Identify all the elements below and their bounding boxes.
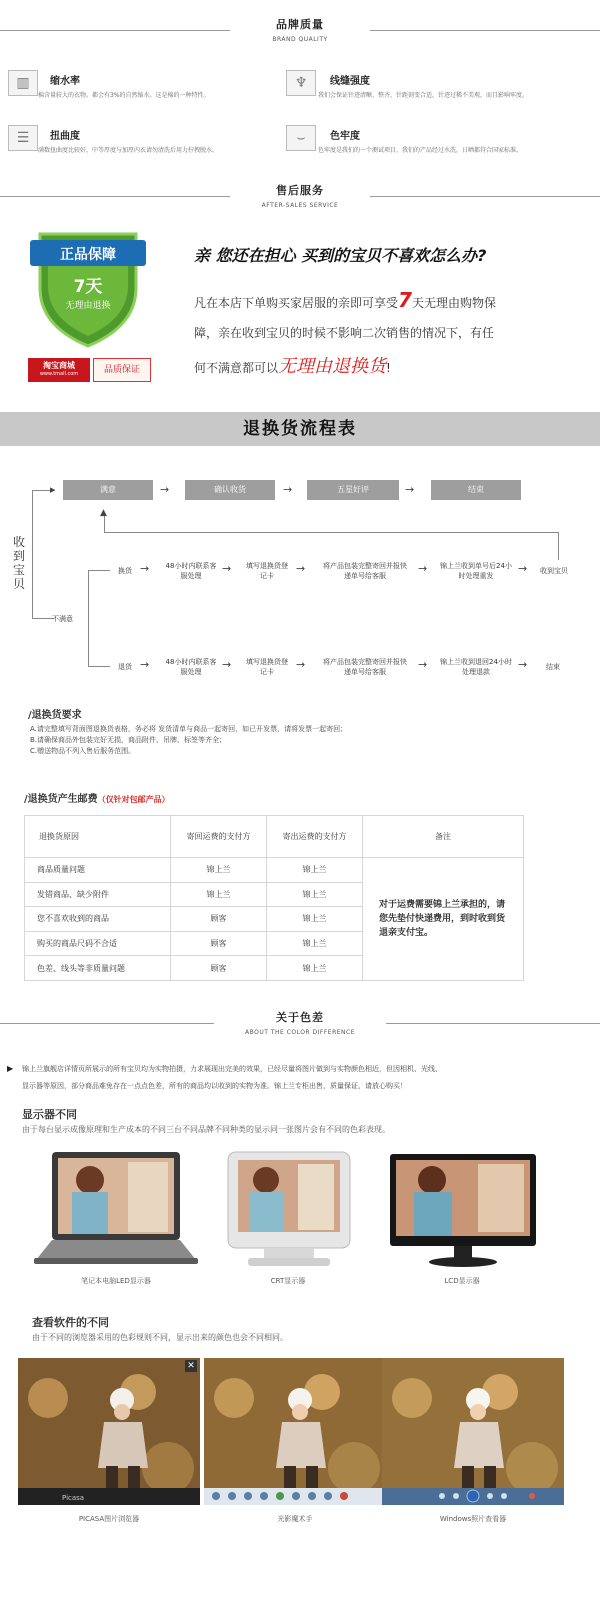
section-title: 品牌质量 [276,18,324,31]
exchange-step-1: 48小时内联系客服处理 [165,562,217,580]
flow-line [88,570,110,571]
arrow-right-icon: ▸ [50,483,56,496]
received-label: 收到宝贝 [12,535,25,591]
lcd-monitor-image [388,1150,538,1268]
section-title: 关于色差 [276,1011,324,1024]
arrow-right-icon: → [222,562,232,575]
brand-quality-header [0,12,600,52]
laptop-monitor-image [32,1150,200,1268]
windows-viewer-preview-image [382,1358,564,1505]
return-step-3: 将产品包装完整寄回并报快递单号给客服 [323,658,407,676]
exchange-step-3: 将产品包装完整寄回并报快递单号给客服 [323,562,407,580]
table-header-cell: 退换货原因 [25,816,171,858]
exchange-start: 换货 [118,567,132,575]
table-cell: 锦上兰 [267,882,363,907]
section-title: 售后服务 [276,184,324,197]
table-cell: 顾客 [171,931,267,956]
table-cell: 锦上兰 [267,858,363,883]
section-title-box [254,178,346,218]
divider [0,196,230,197]
requirement-c: C.赠送物品不列入售后服务范围。 [30,747,136,755]
table-header-row [25,816,524,858]
color-fast-icon: ⌣ [286,125,316,151]
line1-number: 7 [398,288,412,312]
monitors-title: 显示器不同 [22,1108,77,1121]
arrow-right-icon: → [140,562,150,575]
section-subtitle: BRAND QUALITY [272,36,328,43]
return-end: 结束 [546,663,560,671]
arrow-right-icon: → [405,483,415,496]
flow-step-confirm: 确认收货 [185,480,275,500]
section-subtitle: ABOUT THE COLOR DIFFERENCE [244,1029,356,1036]
quality-item-title: 色牢度 [330,131,360,142]
quality-item-title: 线缝强度 [330,76,370,87]
arrow-right-icon: → [418,562,428,575]
flow-step-review: 五星好评 [307,480,399,500]
postage-table [24,815,524,981]
quality-item-desc: 我们会保证针迹清晰、整齐，针距刻变合适，针迹过稀不美观，而且影响牢度。 [318,92,529,99]
arrow-right-icon: → [518,658,528,671]
software-desc: 由于不同的浏览器采用的色彩规则不同，显示出来的颜色也会不同相同。 [32,1333,288,1342]
quality-item-title: 扭曲度 [50,131,80,142]
return-step-2: 填写退换货登记卡 [246,658,288,676]
table-header-cell: 寄回运费的支付方 [171,816,267,858]
quality-item-desc: 满数扭曲度比较好，中等厚度与加厚内衣请勿清洗后用力拧拽脱水。 [38,147,219,154]
software-title: 查看软件的不同 [32,1316,109,1329]
postage-title-text: /退换货产生邮费 [24,794,98,805]
twist-icon: ☰ [8,125,38,151]
close-icon[interactable]: ✕ [185,1360,197,1372]
table-cell: 顾客 [171,907,267,932]
arrow-right-icon: → [418,658,428,671]
tmall-logo-text: 淘宝商城 [43,361,75,370]
quality-item-desc: 色牢度是我们的一个测试项目，我们的产品经过水洗，日晒都符合国家标准。 [318,147,523,154]
exchange-step-2: 填写退换货登记卡 [246,562,288,580]
postage-title [24,790,170,805]
return-start: 退货 [118,663,132,671]
flow-line [88,666,110,667]
return-step-4: 锦上兰收到退回24小时处理退款 [440,658,512,676]
flow-step-end: 结束 [431,480,521,500]
arrow-right-icon: → [296,658,306,671]
divider [0,1023,230,1024]
neo-imaging-preview-image [204,1358,386,1505]
seam-icon: ♆ [286,70,316,96]
table-cell: 锦上兰 [171,858,267,883]
monitor-caption: CRT显示器 [270,1277,306,1285]
after-sales-line2: 障，亲在收到宝贝的时候不影响二次销售的情况下，有任 [194,326,495,340]
requirement-b: B.请确保商品外包装完好无损，商品附件、吊牌、标签等齐全； [30,736,227,744]
table-cell: 您不喜欢收到的商品 [25,907,171,932]
color-intro-line2: 显示器等原因，部分商品难免存在一点点色差，所有的商品均以收到的实物为准。锦上兰专柜出售，质量保证，请放心购买！ [22,1082,407,1090]
arrow-right-icon: → [140,658,150,671]
unsatisfied-label: 不满意 [52,615,73,623]
table-cell: 发错商品、缺少附件 [25,882,171,907]
table-cell: 顾客 [171,956,267,981]
picasa-preview-image [18,1358,200,1505]
flow-line [88,570,89,666]
color-diff-header [0,1005,600,1045]
divider [370,196,600,197]
arrow-right-icon: → [160,483,170,496]
section-title-box [214,1005,386,1045]
table-header-cell: 寄出运费的支付方 [267,816,363,858]
table-cell: 购买的商品尺码不合适 [25,931,171,956]
badge-top-text: 正品保障 [60,247,116,263]
software-caption: 光影魔术手 [277,1515,313,1523]
tmall-logo [28,358,90,382]
section-subtitle: AFTER-SALES SERVICE [261,202,339,209]
line3-highlight: 无理由退换货 [278,356,387,377]
line3-text-end: ! [386,361,391,375]
picasa-toolbar-label: Picasa [62,1494,85,1502]
crt-monitor-image [224,1150,354,1268]
flow-line [32,490,33,618]
exchange-step-4: 锦上兰收到单号后24小时处理重发 [440,562,512,580]
arrow-up-icon: ▲ [100,508,107,518]
requirement-a: A.请完整填写背面图退换货表格，务必将 发货清单与商品一起寄回，如已开发票，请将发票一起寄回； [30,725,348,733]
line1-text-end: 天无理由购物保 [411,296,496,310]
badge-return-text: 无理由退换 [65,301,111,311]
guarantee-shield-icon [28,226,148,350]
monitors-desc: 由于每台显示成像原理和生产成本的不同三台不同品牌不同种类的显示同一张图片会有不同的色彩表现。 [22,1125,390,1134]
line1-text: 凡在本店下单购买家居服的亲即可享受 [194,296,399,310]
after-sales-header [0,178,600,218]
bullet-arrow-icon: ▶ [7,1064,14,1073]
requirements-title: /退换货要求 [28,710,82,721]
tmall-url: www.tmall.com [39,371,79,377]
table-row [25,858,524,883]
divider [0,30,230,31]
table-cell: 锦上兰 [267,907,363,932]
table-cell: 商品质量问题 [25,858,171,883]
table-cell: 锦上兰 [267,931,363,956]
flow-title-bar: 退换货流程表 [0,412,600,446]
line3-text: 何不满意都可以 [194,361,279,375]
badge-days-text: 7天 [73,277,103,297]
quality-item-title: 缩水率 [50,76,80,87]
monitor-caption: 笔记本电脑LED显示器 [81,1277,151,1285]
quality-item-desc: 棉含量较大的衣物。都会有3%的自然缩水。这是棉的一种特性。 [38,92,210,99]
table-cell: 锦上兰 [267,956,363,981]
after-sales-line1 [194,290,496,313]
shrink-icon: ▥ [8,70,38,96]
table-remark-cell: 对于运费需要锦上兰承担的，请您先垫付快递费用，到时收到货退亲支付宝。 [363,858,524,981]
table-cell: 色差、线头等非质量问题 [25,956,171,981]
after-sales-headline: 亲 您还在担心 买到的宝贝不喜欢怎么办? [194,246,487,265]
flow-line [558,532,559,560]
after-sales-line3 [194,352,391,378]
return-step-1: 48小时内联系客服处理 [165,658,217,676]
flow-step-satisfied: 满意 [63,480,153,500]
exchange-end: 收到宝贝 [540,567,568,575]
flow-line [32,618,54,619]
divider [370,30,600,31]
software-caption: PICASA图片浏览器 [78,1515,140,1523]
arrow-right-icon: → [222,658,232,671]
table-header-cell: 备注 [363,816,524,858]
monitor-caption: LCD显示器 [444,1277,480,1285]
table-cell: 锦上兰 [171,882,267,907]
color-intro-line1: 锦上兰旗舰店详情页所展示的所有宝贝均为实物拍摄，力求展现出完美的效果，已经尽量将图片做到与实物颜色相近，但因相机、光线、 [22,1065,442,1073]
arrow-right-icon: → [283,483,293,496]
arrow-right-icon: → [518,562,528,575]
arrow-right-icon: → [296,562,306,575]
postage-note: （仅针对包邮产品） [97,795,170,804]
flow-line [104,516,105,532]
section-title-box [254,12,346,52]
divider [370,1023,600,1024]
flow-line [104,532,558,533]
software-caption: Windows照片查看器 [439,1515,507,1523]
quality-cert-badge: 品质保证 [93,358,151,382]
